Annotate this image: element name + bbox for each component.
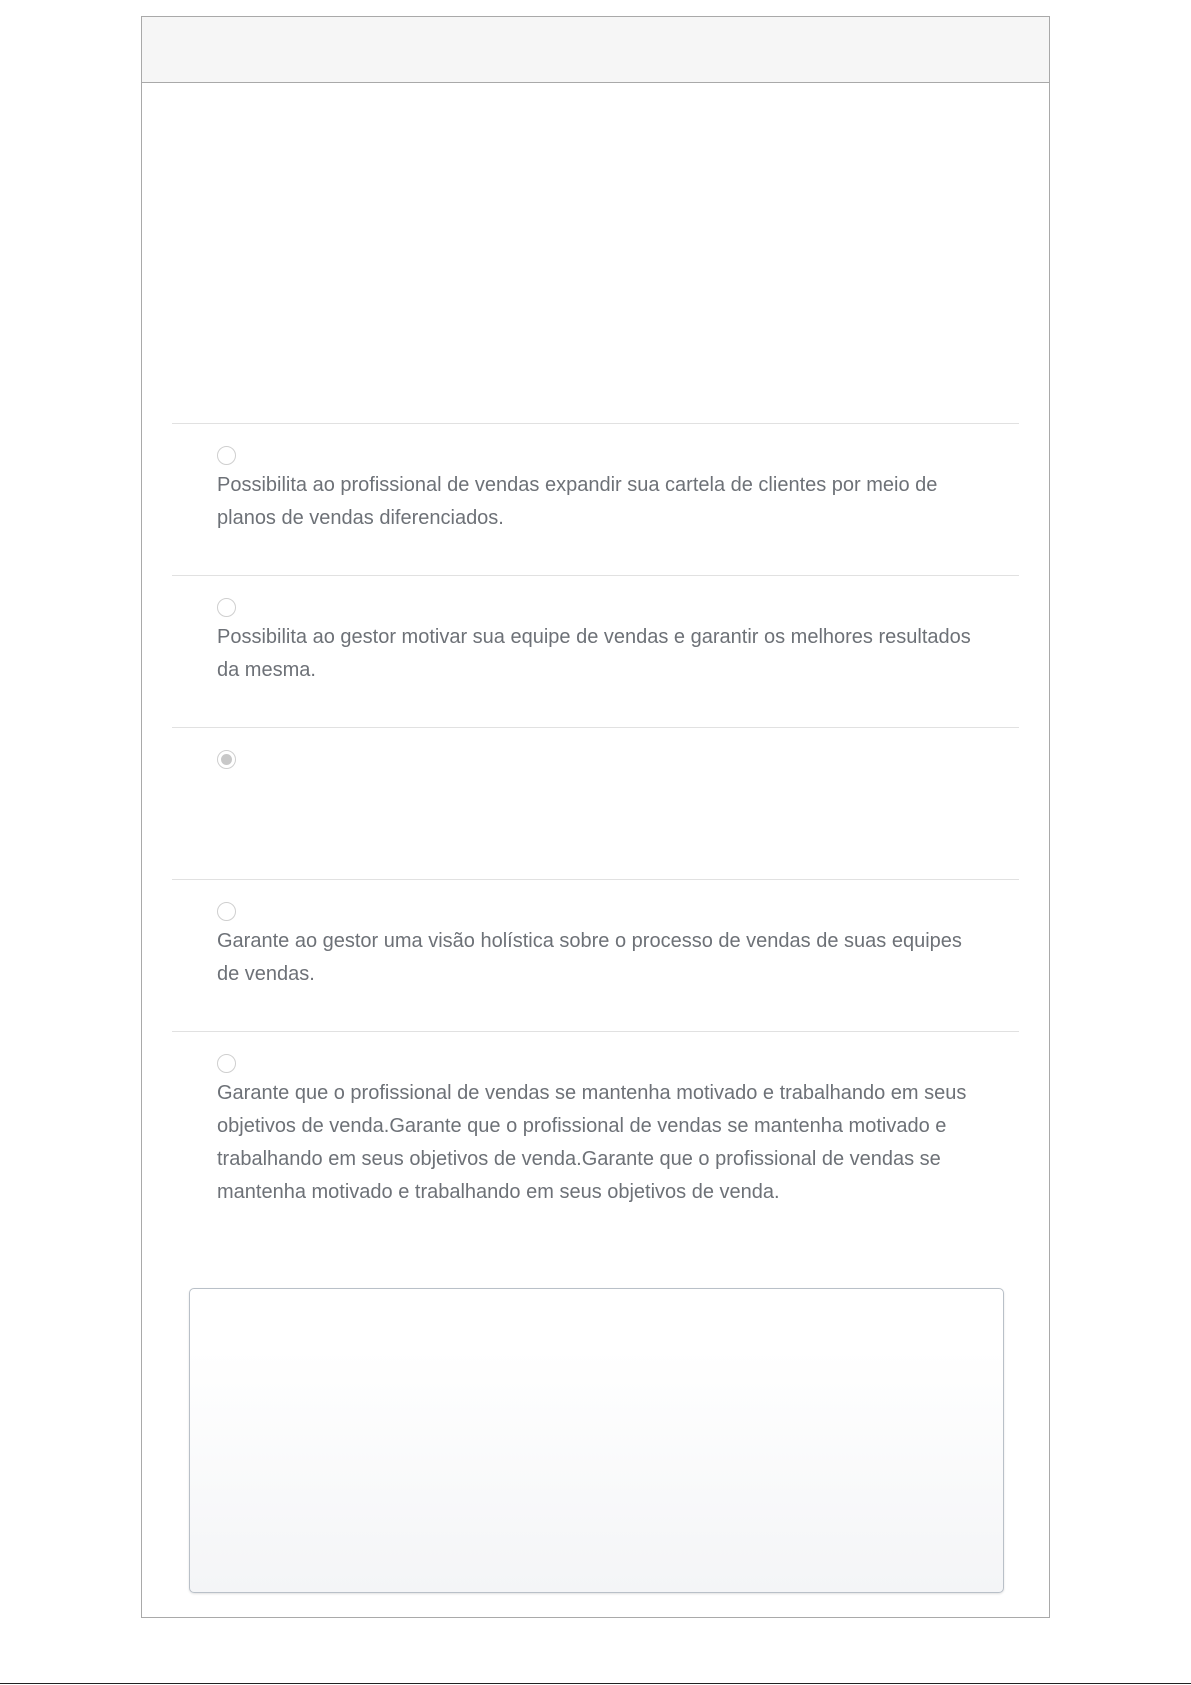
answer-option-b[interactable]: [172, 575, 1019, 727]
answer-option-e-text: Garante que o profissional de vendas se mantenha motivado e trabalhando em seus objetivos de venda.Garante que o profissional de vendas se mantenha motivado e trabalhando em seus objetivos de venda.Garante que o profissional de vendas se mantenha motivado e trabalhando em seus objetivos de venda.: [217, 1082, 967, 1203]
answer-option-a[interactable]: [172, 423, 1019, 575]
answer-option-a-text: Possibilita ao profissional de vendas expandir sua cartela de clientes por meio de planos de vendas diferenciados.: [217, 474, 938, 529]
radio-button-b[interactable]: [217, 598, 236, 617]
card-header: [142, 17, 1049, 83]
radio-button-c-selected[interactable]: [217, 750, 236, 769]
question-card: [141, 16, 1050, 1618]
answer-option-e[interactable]: [172, 1031, 1019, 1251]
answer-option-d-text: Garante ao gestor uma visão holística sobre o processo de vendas de suas equipes de vendas.: [217, 930, 962, 985]
radio-button-e[interactable]: [217, 1054, 236, 1073]
answer-option-d[interactable]: [172, 879, 1019, 1031]
answer-option-c[interactable]: [172, 727, 1019, 879]
radio-button-d[interactable]: [217, 902, 236, 921]
answer-options: [172, 423, 1019, 1251]
page-bottom-rule: [0, 1683, 1191, 1684]
feedback-box: [189, 1288, 1004, 1593]
radio-button-a[interactable]: [217, 446, 236, 465]
answer-option-b-text: Possibilita ao gestor motivar sua equipe de vendas e garantir os melhores resultados da mesma.: [217, 626, 971, 681]
question-statement-area: [142, 83, 1049, 423]
